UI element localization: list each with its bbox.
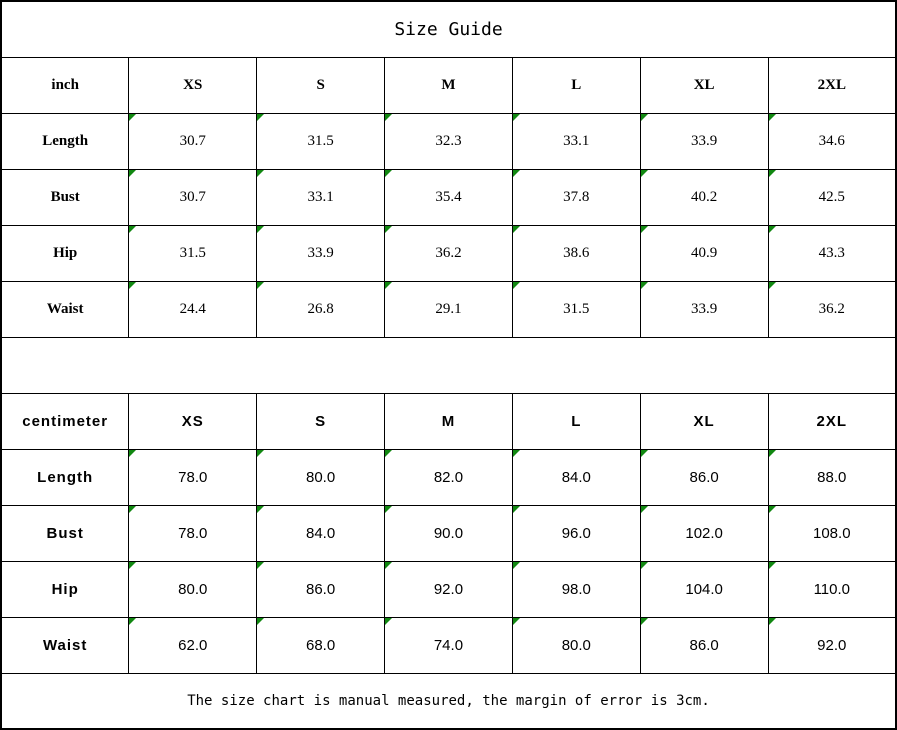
size-value-cell — [640, 449, 768, 505]
corner-flag-icon — [513, 226, 520, 233]
size-value-cell — [768, 617, 896, 673]
corner-flag-icon — [641, 226, 648, 233]
footer-row — [1, 673, 896, 729]
table-row — [1, 113, 896, 169]
table-row — [1, 505, 896, 561]
measurement-label: Waist — [1, 281, 129, 337]
size-value: 84.0 — [306, 524, 336, 542]
size-value-cell — [129, 449, 257, 505]
size-value-cell — [385, 169, 513, 225]
table-row — [1, 617, 896, 673]
corner-flag-icon — [641, 114, 648, 121]
measurement-label: Bust — [1, 169, 129, 225]
corner-flag-icon — [641, 506, 648, 513]
table-row — [1, 225, 896, 281]
size-value: 40.9 — [691, 244, 718, 261]
size-column-header: L — [512, 393, 640, 449]
size-value: 31.5 — [563, 300, 590, 317]
measurement-label: Length — [1, 113, 129, 169]
size-value: 31.5 — [179, 244, 206, 261]
size-value-cell — [129, 561, 257, 617]
size-value-cell — [257, 169, 385, 225]
size-value: 88.0 — [817, 468, 847, 486]
size-value-cell — [385, 561, 513, 617]
size-value-cell — [512, 617, 640, 673]
size-value-cell — [257, 113, 385, 169]
corner-flag-icon — [257, 114, 264, 121]
corner-flag-icon — [641, 618, 648, 625]
size-value: 33.9 — [307, 244, 334, 261]
size-value: 33.1 — [307, 188, 334, 205]
size-value: 30.7 — [179, 132, 206, 149]
size-value: 38.6 — [563, 244, 590, 261]
corner-flag-icon — [769, 114, 776, 121]
corner-flag-icon — [385, 282, 392, 289]
size-value: 74.0 — [433, 636, 464, 654]
corner-flag-icon — [513, 450, 520, 457]
size-value: 98.0 — [561, 580, 591, 598]
corner-flag-icon — [769, 170, 776, 177]
size-value: 37.8 — [563, 188, 590, 205]
corner-flag-icon — [385, 450, 392, 457]
corner-flag-icon — [769, 562, 776, 569]
size-value: 42.5 — [818, 188, 845, 205]
corner-flag-icon — [641, 170, 648, 177]
spacer-cell — [1, 337, 896, 393]
size-column-header: S — [257, 57, 385, 113]
corner-flag-icon — [257, 226, 264, 233]
size-value: 43.3 — [818, 244, 845, 261]
measurement-label: Hip — [1, 561, 129, 617]
size-value: 80.0 — [561, 636, 591, 654]
footer-note: The size chart is manual measured, the margin of error is 3cm. — [1, 673, 896, 729]
size-value-cell — [640, 113, 768, 169]
size-column-header: 2XL — [768, 393, 896, 449]
measurement-label: Waist — [1, 617, 129, 673]
size-value: 104.0 — [685, 580, 723, 598]
size-value-cell — [768, 449, 896, 505]
corner-flag-icon — [513, 506, 520, 513]
corner-flag-icon — [641, 282, 648, 289]
size-value: 80.0 — [178, 580, 208, 598]
size-value-cell — [512, 169, 640, 225]
size-value-cell — [257, 225, 385, 281]
corner-flag-icon — [641, 562, 648, 569]
corner-flag-icon — [129, 282, 136, 289]
size-column-header: XS — [129, 57, 257, 113]
corner-flag-icon — [769, 506, 776, 513]
size-value-cell — [385, 113, 513, 169]
size-value: 33.9 — [691, 132, 718, 149]
size-value-cell — [257, 449, 385, 505]
measurement-label: Length — [1, 449, 129, 505]
size-value-cell — [129, 169, 257, 225]
size-value-cell — [640, 505, 768, 561]
measurement-label: Hip — [1, 225, 129, 281]
size-column-header: S — [257, 393, 385, 449]
corner-flag-icon — [641, 450, 648, 457]
size-value-cell — [129, 113, 257, 169]
measurement-label: Bust — [1, 505, 129, 561]
corner-flag-icon — [769, 450, 776, 457]
corner-flag-icon — [129, 562, 136, 569]
size-value-cell — [768, 281, 896, 337]
size-value: 30.7 — [179, 188, 206, 205]
size-column-header: L — [512, 57, 640, 113]
size-value: 68.0 — [306, 636, 336, 654]
size-value: 24.4 — [179, 300, 206, 317]
size-value: 35.4 — [435, 188, 462, 205]
size-value: 62.0 — [178, 636, 208, 654]
corner-flag-icon — [513, 618, 520, 625]
size-value-cell — [640, 281, 768, 337]
size-value-cell — [512, 561, 640, 617]
size-value-cell — [640, 561, 768, 617]
size-value: 108.0 — [813, 524, 851, 542]
corner-flag-icon — [257, 450, 264, 457]
unit-header-inch: inch — [1, 57, 129, 113]
size-value-cell — [640, 225, 768, 281]
size-value-cell — [768, 169, 896, 225]
size-value: 31.5 — [307, 132, 334, 149]
size-value: 78.0 — [178, 524, 208, 542]
corner-flag-icon — [385, 114, 392, 121]
corner-flag-icon — [129, 114, 136, 121]
size-value: 96.0 — [561, 524, 591, 542]
size-value-cell — [129, 281, 257, 337]
corner-flag-icon — [257, 562, 264, 569]
size-value: 78.0 — [178, 468, 208, 486]
corner-flag-icon — [385, 226, 392, 233]
corner-flag-icon — [769, 282, 776, 289]
corner-flag-icon — [513, 170, 520, 177]
size-value-cell — [640, 617, 768, 673]
size-value-cell — [640, 169, 768, 225]
corner-flag-icon — [513, 282, 520, 289]
size-value-cell — [129, 617, 257, 673]
size-value-cell — [385, 617, 513, 673]
table-row — [1, 281, 896, 337]
unit-header-centimeter: centimeter — [1, 393, 129, 449]
corner-flag-icon — [129, 170, 136, 177]
size-value-cell — [512, 505, 640, 561]
corner-flag-icon — [769, 226, 776, 233]
size-value-cell — [129, 505, 257, 561]
size-value: 86.0 — [689, 468, 719, 486]
size-column-header: XL — [640, 57, 768, 113]
size-value: 80.0 — [306, 468, 336, 486]
corner-flag-icon — [129, 450, 136, 457]
size-value: 110.0 — [813, 580, 850, 598]
size-value: 92.0 — [433, 580, 464, 598]
size-value: 26.8 — [307, 300, 334, 317]
size-value: 36.2 — [818, 300, 845, 317]
size-column-header: M — [385, 393, 513, 449]
corner-flag-icon — [257, 618, 264, 625]
size-value: 34.6 — [818, 132, 845, 149]
size-value: 82.0 — [433, 468, 464, 486]
size-value-cell — [385, 505, 513, 561]
corner-flag-icon — [385, 618, 392, 625]
title-row — [1, 1, 896, 57]
size-column-header: 2XL — [768, 57, 896, 113]
size-value-cell — [768, 225, 896, 281]
size-value: 36.2 — [435, 244, 462, 261]
corner-flag-icon — [385, 506, 392, 513]
corner-flag-icon — [257, 282, 264, 289]
size-column-header: XL — [640, 393, 768, 449]
size-value: 40.2 — [691, 188, 718, 205]
corner-flag-icon — [129, 506, 136, 513]
table-row — [1, 561, 896, 617]
corner-flag-icon — [513, 562, 520, 569]
size-value: 84.0 — [561, 468, 591, 486]
size-value: 86.0 — [689, 636, 719, 654]
size-value: 86.0 — [306, 580, 336, 598]
size-value: 102.0 — [685, 524, 723, 542]
size-value: 33.1 — [563, 132, 590, 149]
size-value: 33.9 — [691, 300, 718, 317]
table-row — [1, 169, 896, 225]
corner-flag-icon — [769, 618, 776, 625]
corner-flag-icon — [257, 506, 264, 513]
corner-flag-icon — [385, 562, 392, 569]
corner-flag-icon — [385, 170, 392, 177]
size-value: 92.0 — [817, 636, 847, 654]
size-value-cell — [768, 505, 896, 561]
corner-flag-icon — [129, 618, 136, 625]
size-value-cell — [385, 225, 513, 281]
size-value-cell — [129, 225, 257, 281]
size-value-cell — [257, 505, 385, 561]
size-value-cell — [257, 281, 385, 337]
size-value-cell — [257, 617, 385, 673]
spacer-row — [1, 337, 896, 393]
table-row — [1, 449, 896, 505]
size-value-cell — [512, 281, 640, 337]
size-column-header: M — [385, 57, 513, 113]
size-value: 29.1 — [435, 300, 462, 317]
size-value: 90.0 — [433, 524, 464, 542]
size-value-cell — [385, 449, 513, 505]
corner-flag-icon — [129, 226, 136, 233]
page-title: Size Guide — [1, 1, 896, 57]
size-value-cell — [385, 281, 513, 337]
size-value: 32.3 — [435, 132, 462, 149]
cm-header-row — [1, 393, 896, 449]
size-value-cell — [257, 561, 385, 617]
size-column-header: XS — [129, 393, 257, 449]
size-value-cell — [512, 113, 640, 169]
corner-flag-icon — [257, 170, 264, 177]
corner-flag-icon — [513, 114, 520, 121]
size-value-cell — [768, 113, 896, 169]
inch-header-row — [1, 57, 896, 113]
size-value-cell — [512, 225, 640, 281]
size-value-cell — [512, 449, 640, 505]
size-value-cell — [768, 561, 896, 617]
